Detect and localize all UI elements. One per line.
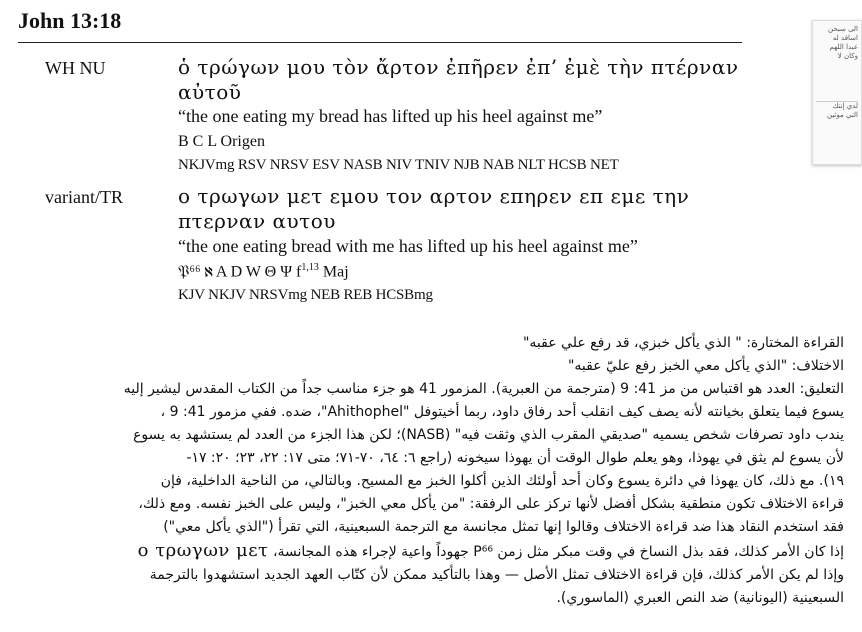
adjacent-page-thumbnail[interactable]: [812, 20, 862, 165]
manuscripts-variant: [178, 262, 349, 281]
thumbnail-line: التي موثين: [826, 111, 858, 119]
reading-label-whnu: WH NU: [45, 58, 106, 78]
reading-label-variant: variant/TR: [45, 187, 123, 207]
manuscripts-variant-main: 𝔓⁶⁶ ℵ A D W Θ Ψ f: [178, 263, 302, 281]
manuscripts-variant-family-superscript: 1,13: [301, 262, 319, 273]
manuscripts-variant-majority: Maj: [318, 263, 349, 281]
page-heading: John 13:18: [18, 8, 122, 33]
translation-whnu: “the one eating my bread has lifted up his heel against me”: [178, 106, 603, 126]
commentary-paragraph-line: التعليق: العدد هو اقتباس من مز 41: 9 (مترجمة من العبرية). المزمور 41 هو جزء مناسب جداً من الكتاب المقدس ليشير إليه: [123, 381, 844, 397]
commentary-paragraph-line: يندب داود تصرفات شخص يسميه "صديقي المقرب الذي وثقت فيه" (NASB)؛ لكن هذا الجزء من العدد لم يستشهد به يسوع: [133, 427, 844, 443]
commentary-paragraph-line: وإذا لم يكن الأمر كذلك، فإن قراءة الاختلاف تمثل الأصل — وهذا بالتأكيد ممكن لأن كتّاب العهد الجديد استشهدوا بالترجمة: [149, 567, 844, 583]
commentary-text-segment: إذا كان الأمر كذلك، فقد بذل النساخ في وقت مبكر مثل زمن P⁶⁶ جهوداً واعية لإجراء هذه المجانسة،: [272, 544, 844, 560]
commentary-paragraph-line: يسوع فيما يتعلق بخيانته لأنه يصف كيف انقلب أحد رفاق داود، ربما أخيتوفل "Ahithophel"، ضده. ففي مزمور 41: 9 ،: [160, 404, 844, 420]
thumbnail-line: اساقد له: [832, 34, 858, 42]
commentary-variant-reading: الاختلاف: "الذي يأكل معي الخبز رفع عليّ عقبه": [567, 358, 844, 374]
thumbnail-line: عبدا اللهم: [829, 43, 858, 51]
commentary-paragraph-line: [14, 539, 844, 564]
commentary-paragraph-line: السبعينية (اليونانية) ضد النص العبري (الماسوري).: [556, 590, 844, 606]
greek-text-whnu-line2: αὐτοῦ: [178, 80, 242, 104]
commentary-inline-greek: ο τρωγων μετ: [137, 540, 269, 561]
thumbnail-line: الى سبحن: [828, 25, 858, 33]
versions-whnu: NKJVmg RSV NRSV ESV NASB NIV TNIV NJB NAB NLT HCSB NET: [178, 157, 619, 173]
commentary-paragraph-line: قراءة الاختلاف تكون منطقية بشكل أفضل لأنها تركز على الرفقة: "من يأكل معي الخبز"، وليس على الخبز نفسه. ومع ذلك،: [138, 496, 844, 512]
commentary-preferred-reading: القراءة المختارة: " الذي يأكل خبزي، قد رفع علي عقبه": [522, 335, 844, 351]
commentary-block: [14, 332, 844, 610]
manuscripts-whnu: B C L Origen: [178, 133, 265, 150]
greek-text-whnu-line1: ὁ τρώγων μου τὸν ἄρτον ἐπῆρεν ἐπ’ ἐμὲ τὴν πτέρναν: [178, 55, 739, 79]
greek-text-variant-line2: πτερναν αυτου: [178, 209, 336, 233]
versions-variant: KJV NKJV NRSVmg NEB REB HCSBmg: [178, 287, 433, 303]
heading-divider: [18, 42, 742, 43]
thumbnail-line: لدي إنتك: [832, 102, 858, 110]
commentary-paragraph-line: فقد استخدم النقاد هذا ضد قراءة الاختلاف وقالوا إنها تمثل مجانسة مع الترجمة السبعينية، التي تقرأ ("الذي يأكل معي"): [163, 519, 844, 535]
translation-variant: “the one eating bread with me has lifted up his heel against me”: [178, 236, 638, 256]
commentary-paragraph-line: ١٩). مع ذلك، كان يهوذا في دائرة يسوع وكان أحد أولئك الذين أكلوا الخبز مع المسيح. وبالتالي، من الناحية الداخلية، فإن: [160, 473, 844, 489]
thumbnail-line: وكان لا: [837, 52, 858, 60]
greek-text-variant-line1: ο τρωγων μετ εμου τον αρτον επηρεν επ εμε την: [178, 184, 690, 208]
commentary-paragraph-line: لأن يسوع لم يثق في يهوذا، وهو يعلم طوال الوقت أن يهوذا سيخونه (راجع ٦: ٦٤، ٧٠-٧١؛ متى ١٧: ٢٢، ٢٣؛ ٢٠: ١٧-: [186, 450, 844, 466]
